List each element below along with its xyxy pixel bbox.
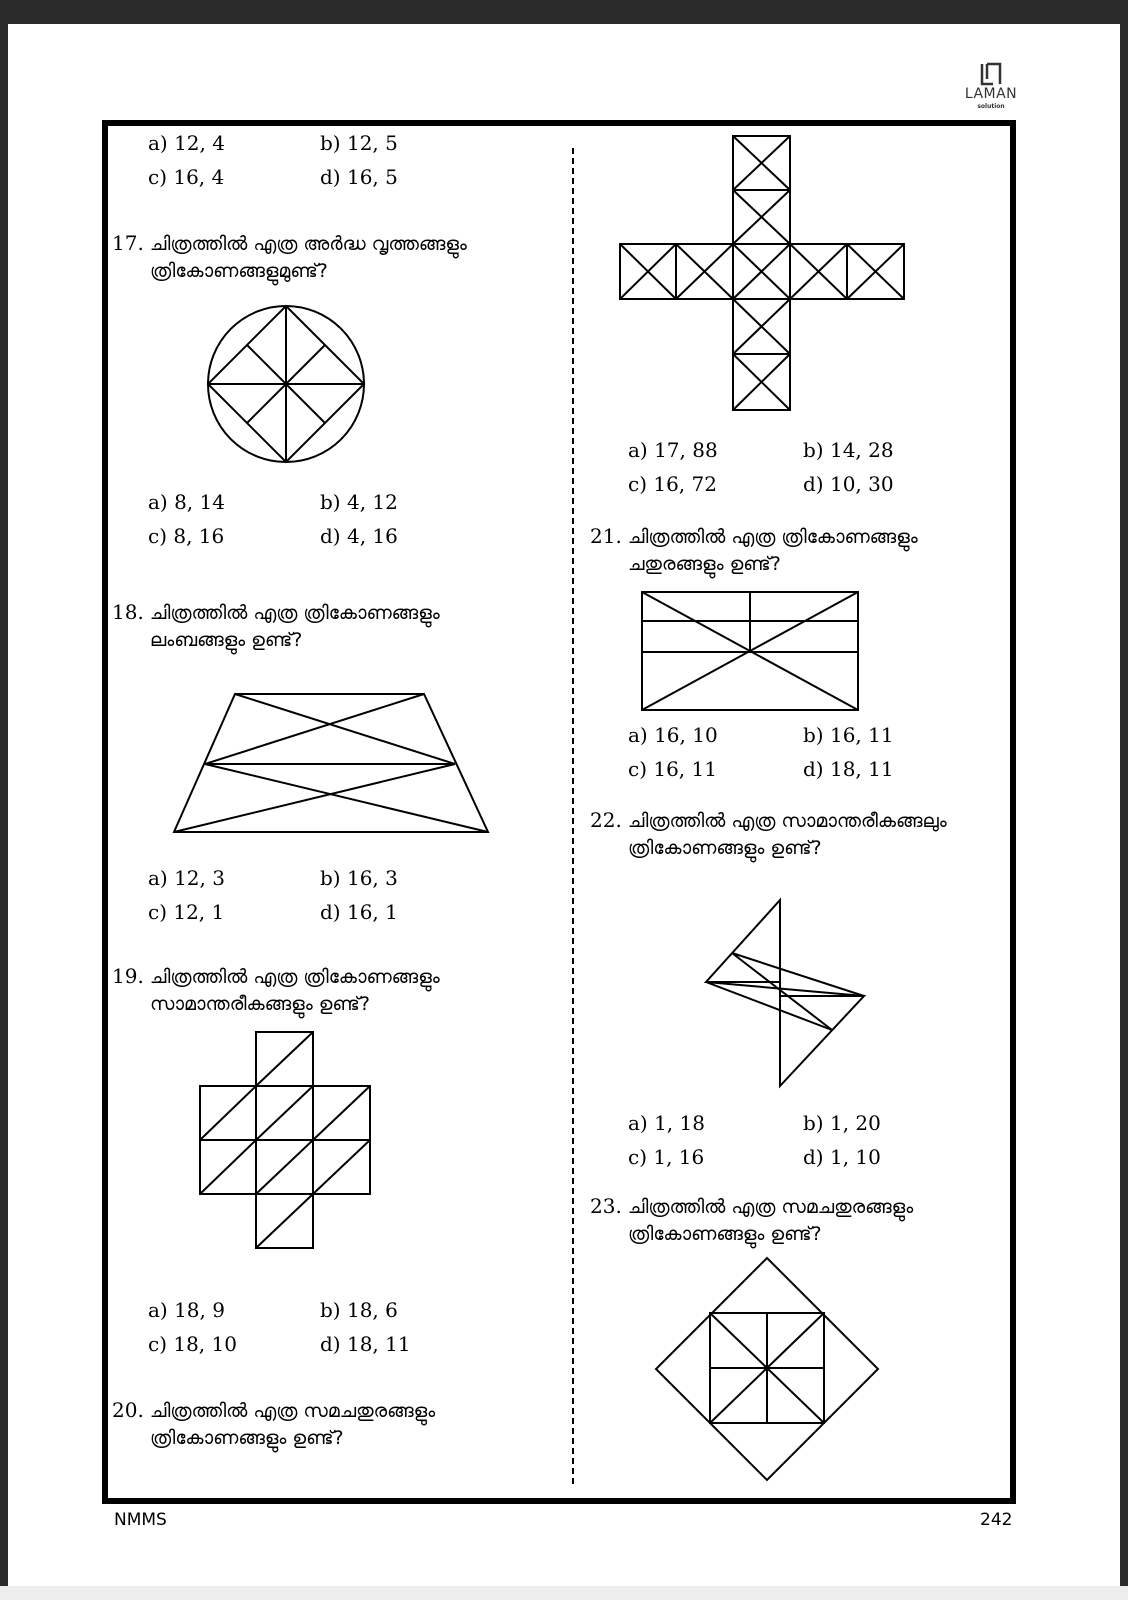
- question-text: ചിത്രത്തിൽ എത്ര സാമാന്തരീകങ്ങലും: [627, 810, 947, 832]
- question-number: 20.: [112, 1398, 144, 1422]
- q20-option-b[interactable]: b) 14, 28: [803, 438, 894, 462]
- q21-rectangle-figure: [640, 590, 860, 712]
- q16-option-a[interactable]: a) 12, 4: [148, 131, 225, 155]
- logo-subtext: solution: [977, 103, 1005, 110]
- page-number: 242: [980, 1510, 1013, 1530]
- question-text: ത്രികോണങ്ങളും ഉണ്ട്?: [628, 1223, 822, 1245]
- q17-option-a[interactable]: a) 8, 14: [148, 490, 225, 514]
- q18-option-a[interactable]: a) 12, 3: [148, 866, 225, 890]
- question-text: ചിത്രത്തിൽ എത്ര അർദ്ധ വൃത്തങ്ങളും: [149, 233, 467, 255]
- q19-option-b[interactable]: b) 18, 6: [320, 1298, 398, 1322]
- q16-option-d[interactable]: d) 16, 5: [320, 165, 398, 189]
- q21-option-d[interactable]: d) 18, 11: [803, 757, 894, 781]
- question-text: ചിത്രത്തിൽ എത്ര ത്രികോണങ്ങളും: [627, 526, 918, 548]
- question-text: ചിത്രത്തിൽ എത്ര സമചതുരങ്ങളും: [627, 1196, 914, 1218]
- q22-option-a[interactable]: a) 1, 18: [628, 1111, 705, 1135]
- q18-trapezium-figure: [172, 692, 490, 834]
- question-number: 23.: [590, 1194, 622, 1218]
- laman-logo: [949, 62, 1033, 114]
- question-number: 18.: [112, 600, 144, 624]
- q21-option-a[interactable]: a) 16, 10: [628, 723, 718, 747]
- q19-option-d[interactable]: d) 18, 11: [320, 1332, 411, 1356]
- q19-option-c[interactable]: c) 18, 10: [148, 1332, 237, 1356]
- question-text: ത്രികോണങ്ങളും ഉണ്ട്?: [628, 837, 822, 859]
- question-text: ചിത്രത്തിൽ എത്ര ത്രികോണങ്ങളും: [149, 966, 440, 988]
- footer-exam-name: NMMS: [114, 1510, 167, 1530]
- viewer-bottom-bar: [0, 1586, 1128, 1600]
- q21-option-b[interactable]: b) 16, 11: [803, 723, 894, 747]
- question-text: ത്രികോണങ്ങളും ഉണ്ട്?: [150, 1427, 344, 1449]
- question-text: ലംബങ്ങളും ഉണ്ട്?: [150, 629, 303, 651]
- question-text: സാമാന്തരീകങ്ങളും ഉണ്ട്?: [150, 993, 370, 1015]
- q22-option-b[interactable]: b) 1, 20: [803, 1111, 881, 1135]
- column-divider: [572, 148, 574, 1484]
- q21-option-c[interactable]: c) 16, 11: [628, 757, 717, 781]
- question-text: ചതുരങ്ങളും ഉണ്ട്?: [628, 553, 781, 575]
- question-number: 17.: [112, 231, 144, 255]
- q19-option-a[interactable]: a) 18, 9: [148, 1298, 225, 1322]
- question-text: ത്രികോണങ്ങളുമുണ്ട്?: [150, 260, 328, 282]
- q18-option-b[interactable]: b) 16, 3: [320, 866, 398, 890]
- q22-option-d[interactable]: d) 1, 10: [803, 1145, 881, 1169]
- q16-option-c[interactable]: c) 16, 4: [148, 165, 225, 189]
- question-number: 21.: [590, 524, 622, 548]
- q16-option-b[interactable]: b) 12, 5: [320, 131, 398, 155]
- question-text: ചിത്രത്തിൽ എത്ര സമചതുരങ്ങളും: [149, 1400, 436, 1422]
- q23-diamond-figure: [654, 1256, 880, 1482]
- q17-option-c[interactable]: c) 8, 16: [148, 524, 225, 548]
- q20-option-d[interactable]: d) 10, 30: [803, 472, 894, 496]
- q18-option-d[interactable]: d) 16, 1: [320, 900, 398, 924]
- question-number: 22.: [590, 808, 622, 832]
- q20-cross-figure: [618, 134, 906, 412]
- question-number: 19.: [112, 964, 144, 988]
- q22-bowtie-figure: [704, 898, 868, 1088]
- q17-option-d[interactable]: d) 4, 16: [320, 524, 398, 548]
- logo-text: LAMAN: [964, 86, 1018, 102]
- question-text: ചിത്രത്തിൽ എത്ര ത്രികോണങ്ങളും: [149, 602, 440, 624]
- q17-circle-figure: [206, 304, 366, 464]
- q17-option-b[interactable]: b) 4, 12: [320, 490, 398, 514]
- q20-option-a[interactable]: a) 17, 88: [628, 438, 718, 462]
- q22-option-c[interactable]: c) 1, 16: [628, 1145, 705, 1169]
- q19-grid-figure: [198, 1030, 372, 1250]
- q18-option-c[interactable]: c) 12, 1: [148, 900, 225, 924]
- q20-option-c[interactable]: c) 16, 72: [628, 472, 717, 496]
